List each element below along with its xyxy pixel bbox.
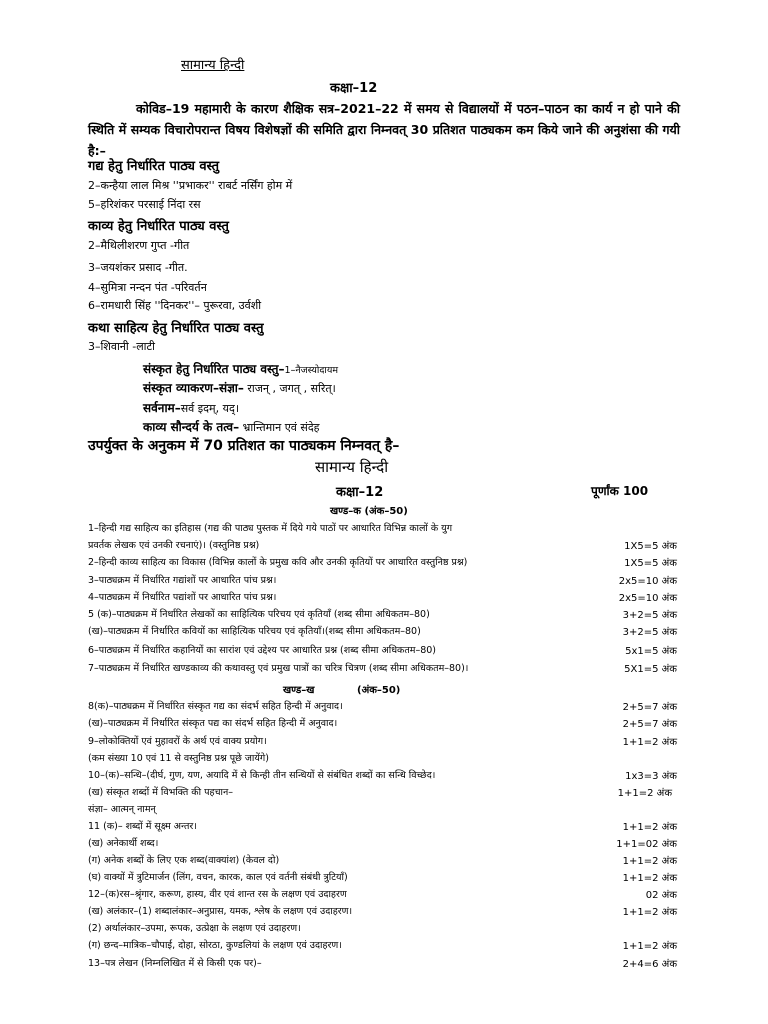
syllabus-row bbox=[0, 956, 768, 971]
syllabus-row-marks: 1x3=3 अंक bbox=[625, 771, 677, 782]
syllabus-row bbox=[0, 624, 768, 639]
syllabus-row-text: 12–(क)रस–श्रृंगार, करूण, हास्य, वीर एवं शान्त रस के लक्षण एवं उदाहरण bbox=[88, 889, 347, 900]
syllabus-row-marks: 5X1=5 अंक bbox=[624, 664, 677, 675]
kavya-value: भ्रान्तिमान एवं संदेह bbox=[239, 421, 320, 434]
prose-item: 2–कन्हैया लाल मिश्र ''प्रभाकर'' राबर्ट नर्सिंग होम में bbox=[88, 179, 293, 192]
syllabus-row-text: 8(क)–पाठ्यक्रम में निर्धारित संस्कृत गद्य का संदर्भ सहित हिन्दी में अनुवाद। bbox=[88, 701, 343, 712]
syllabus-row bbox=[0, 938, 768, 953]
total-marks: पूर्णांक 100 bbox=[591, 484, 649, 498]
syllabus-row-text: (घ) वाक्यों में त्रुटिमार्जन (लिंग, वचन, कारक, काल एवं वर्तनी संबंधी त्रुटियाँ) bbox=[88, 872, 348, 883]
syllabus-row bbox=[0, 870, 768, 885]
prose-heading: गद्य हेतु निर्धारित पाठ्य वस्तु bbox=[88, 159, 220, 174]
sanskrit-line bbox=[143, 358, 338, 377]
syllabus-lead: उपर्युक्त के अनुकम में 70 प्रतिशत का पाठ्यकम निम्नवत् है– bbox=[88, 438, 400, 454]
syllabus-row-text: (ग) छन्द–मात्रिक–चौपाई, दोहा, सोरठा, कुण्डलियां के लक्षण एवं उदाहरण। bbox=[88, 940, 342, 951]
syllabus-row-marks: 3+2=5 अंक bbox=[622, 627, 677, 638]
syllabus-row-text: 11 (क)– शब्दों में सूक्ष्म अन्तर। bbox=[88, 821, 197, 832]
poetry-item: 4–सुमित्रा नन्दन पंत -परिवर्तन bbox=[88, 281, 207, 294]
syllabus-row bbox=[0, 699, 768, 714]
syllabus-row bbox=[0, 751, 768, 766]
syllabus-row-text: (ख)–पाठ्यक्रम में निर्धारित कवियों का साहित्यिक परिचय एवं कृतियाँ।(शब्द सीमा अधिकतम–80) bbox=[88, 626, 421, 637]
syllabus-row-marks: 1X5=5 अंक bbox=[624, 541, 677, 552]
syllabus-class: कक्षा–12 bbox=[336, 485, 384, 500]
syllabus-row bbox=[0, 521, 768, 536]
poetry-item: 6–रामधारी सिंह ''दिनकर''– पुरूरवा, उर्वशी bbox=[88, 299, 262, 312]
document-title: सामान्य हिन्दी bbox=[181, 58, 245, 73]
syllabus-row-marks: 02 अंक bbox=[645, 890, 677, 901]
kavya-label: काव्य सौन्दर्य के तत्व– bbox=[143, 420, 240, 434]
syllabus-row-text: (ख) संस्कृत शब्दों में विभक्ति की पहचान– bbox=[88, 787, 234, 798]
syllabus-row-text: (ख)–पाठ्यक्रम में निर्धारित संस्कृत पद्य का संदर्भ सहित हिन्दी में अनुवाद। bbox=[88, 718, 338, 729]
sanskrit-value: 1–नैजस्योदायम bbox=[284, 365, 339, 376]
syllabus-row bbox=[0, 887, 768, 902]
syllabus-row bbox=[0, 555, 768, 570]
syllabus-row bbox=[0, 802, 768, 817]
syllabus-row-text: (ख) अलंकार–(1) शब्दालंकार–अनुप्रास, यमक, श्लेष के लक्षण एवं उदाहरण। bbox=[88, 906, 353, 917]
pronoun-label: सर्वनाम– bbox=[143, 401, 181, 415]
syllabus-row bbox=[0, 590, 768, 605]
syllabus-row-text: 2–हिन्दी काव्य साहित्य का विकास (विभिन्न कालों के प्रमुख कवि और उनकी कृतियों पर आधारित वस्तुनिष्ठ प्रश्न) bbox=[88, 557, 468, 568]
syllabus-row-marks: 2x5=10 अंक bbox=[618, 576, 677, 587]
poetry-item: 3–जयशंकर प्रसाद -गीत. bbox=[88, 261, 188, 274]
pronoun-value: सर्व इदम्, यद्। bbox=[180, 402, 239, 415]
syllabus-row-marks: 1+1=2 अंक bbox=[622, 856, 677, 867]
syllabus-row bbox=[0, 768, 768, 783]
syllabus-row-text: 10–(क)–सन्धि–(दीर्घ, गुण, यण, अयादि में से किन्ही तीन सन्धियों से संबंधित शब्दों का सन्धि विच्छेद। bbox=[88, 770, 436, 781]
syllabus-row bbox=[0, 734, 768, 749]
syllabus-row-text: प्रवर्तक लेखक एवं उनकी रचनाएं)। (वस्तुनिष्ठ प्रश्न) bbox=[88, 540, 260, 551]
syllabus-row-text: 5 (क)–पाठ्यक्रम में निर्धारित लेखकों का साहित्यिक परिचय एवं कृतियाँ (शब्द सीमा अधिकतम–80) bbox=[88, 609, 430, 620]
syllabus-row-marks: 2+5=7 अंक bbox=[622, 702, 677, 713]
syllabus-row-text: (ख) अनेकार्थी शब्द। bbox=[88, 838, 159, 849]
syllabus-row bbox=[0, 661, 768, 676]
syllabus-row-text: 4–पाठ्यक्रम में निर्धारित पद्यांशों पर आधारित पांच प्रश्न। bbox=[88, 592, 277, 603]
syllabus-title: सामान्य हिन्दी bbox=[315, 458, 389, 476]
syllabus-row bbox=[0, 836, 768, 851]
syllabus-row-marks: 1X5=5 अंक bbox=[624, 558, 677, 569]
syllabus-row bbox=[0, 819, 768, 834]
grammar-line bbox=[143, 377, 336, 396]
syllabus-row-text: 1–हिन्दी गद्य साहित्य का इतिहास (गद्य की पाठ्य पुस्तक में दिये गये पाठों पर आधारित विभिन्न कालों के युग bbox=[88, 523, 453, 534]
poetry-heading: काव्य हेतु निर्धारित पाठ्य वस्तु bbox=[88, 219, 229, 234]
class-label: कक्षा–12 bbox=[330, 81, 378, 96]
syllabus-row bbox=[0, 716, 768, 731]
syllabus-row-marks: 1+1=2 अंक bbox=[622, 873, 677, 884]
syllabus-row-marks: 1+1=02 अंक bbox=[616, 839, 677, 850]
poetry-item: 2–मैथिलीशरण गुप्त -गीत bbox=[88, 239, 190, 252]
section-b-marks: (अंक–50) bbox=[357, 685, 401, 696]
syllabus-row-text: 9–लोकोक्तियों एवं मुहावरों के अर्थ एवं वाक्य प्रयोग। bbox=[88, 736, 267, 747]
syllabus-row bbox=[0, 643, 768, 658]
syllabus-row-text: 13–पत्र लेखन (निम्नलिखित में से किसी एक पर)– bbox=[88, 958, 262, 969]
section-a-heading: खण्ड–क (अंक–50) bbox=[330, 506, 408, 517]
syllabus-row-marks: 3+2=5 अंक bbox=[622, 610, 677, 621]
syllabus-row-text: (2) अर्थालंकार–उपमा, रूपक, उत्प्रेक्षा के लक्षण एवं उदाहरण। bbox=[88, 923, 301, 934]
syllabus-row-text: संज्ञा– आत्मन् नामन् bbox=[88, 804, 156, 815]
syllabus-row bbox=[0, 607, 768, 622]
intro-paragraph: कोविड–19 महामारी के कारण शैक्षिक सत्र–2021–22 में समय से विद्यालयों में पठन–पाठन का कार्य न हो पाने की स्थिति में सम्यक विचारोपरान्त विषय विशेषज्ञों की समिति द्वारा निम्नवत् 30 प्रतिशत पाठ्यकम कम किये जाने की अनुशंसा की गयी है:– bbox=[88, 101, 680, 158]
grammar-value: राजन् , जगत् , सरित्। bbox=[243, 382, 336, 395]
syllabus-row-text: 3–पाठ्यक्रम में निर्धारित गद्यांशों पर आधारित पांच प्रश्न। bbox=[88, 575, 277, 586]
grammar-label: संस्कृत व्याकरण–संज्ञा– bbox=[143, 381, 244, 395]
prose-item: 5–हरिशंकर परसाई निंदा रस bbox=[88, 198, 201, 211]
syllabus-row bbox=[0, 573, 768, 588]
syllabus-row bbox=[0, 853, 768, 868]
syllabus-row-marks: 5x1=5 अंक bbox=[625, 646, 677, 657]
syllabus-row bbox=[0, 538, 768, 553]
syllabus-row-text: (कम संख्या 10 एवं 11 से वस्तुनिष्ठ प्रश्न पूछे जायेंगे) bbox=[88, 753, 269, 764]
syllabus-row-marks: 1+1=2 अंक bbox=[622, 822, 677, 833]
syllabus-row-marks: 1+1=2 अंक bbox=[622, 941, 677, 952]
section-b-heading: खण्ड–ख bbox=[283, 685, 315, 696]
syllabus-row-marks: 2x5=10 अंक bbox=[618, 593, 677, 604]
syllabus-row-marks: 2+4=6 अंक bbox=[622, 959, 677, 970]
syllabus-row bbox=[0, 785, 768, 800]
sanskrit-label: संस्कृत हेतु निर्धारित पाठ्य वस्तु– bbox=[143, 362, 285, 376]
syllabus-row bbox=[0, 921, 768, 936]
syllabus-row bbox=[0, 904, 768, 919]
syllabus-row-marks: 2+5=7 अंक bbox=[622, 719, 677, 730]
syllabus-row-marks: 1+1=2 अंक bbox=[622, 737, 677, 748]
syllabus-row-text: 6–पाठ्यक्रम में निर्धारित कहानियों का सारांश एवं उद्देश्य पर आधारित प्रश्न (शब्द सीमा अधिकतम–80) bbox=[88, 645, 436, 656]
story-item: 3–शिवानी -लाटी bbox=[88, 340, 155, 353]
syllabus-row-marks: 1+1=2 अंक bbox=[617, 788, 672, 799]
kavya-line bbox=[143, 416, 320, 435]
syllabus-row-text: (ग) अनेक शब्दों के लिए एक शब्द(वाक्यांश) (केवल दो) bbox=[88, 855, 280, 866]
syllabus-row-marks: 1+1=2 अंक bbox=[622, 907, 677, 918]
pronoun-line bbox=[143, 397, 239, 416]
story-heading: कथा साहित्य हेतु निर्धारित पाठ्य वस्तु bbox=[88, 321, 264, 336]
syllabus-row-text: 7–पाठ्यक्रम में निर्धारित खण्डकाव्य की कथावस्तु एवं प्रमुख पात्रों का चरित्र चित्रण (शब्द सीमा अधिकतम–80)। bbox=[88, 663, 469, 674]
